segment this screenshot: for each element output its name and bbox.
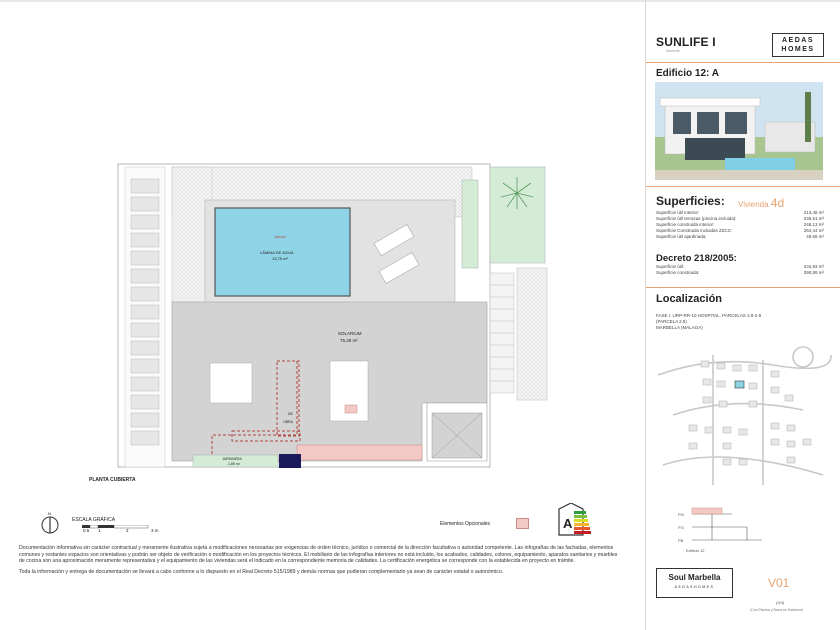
optional-elements-label: Elementos Opcionales: [440, 521, 491, 527]
building-section: [672, 500, 782, 555]
solarium-label: SOLARIUM: [338, 331, 362, 336]
row-value: 235,51 m²: [803, 216, 824, 221]
project-location: Marbella: [666, 49, 680, 53]
optional-elements-swatch: [516, 518, 529, 529]
row-value: 213,48 m²: [803, 210, 824, 215]
soul-logo-line: Soul Marbella: [668, 573, 721, 582]
top-rule: [0, 0, 840, 2]
dwelling-type: [738, 196, 784, 210]
aedas-logo: [772, 33, 824, 57]
storage-sub: OBRA: [283, 420, 293, 424]
surface-row: [656, 234, 824, 240]
location-text: [656, 313, 826, 331]
scale-tick: 2: [126, 528, 129, 533]
pool-jacuzzi-label: Jacuzzi: [274, 235, 286, 239]
page-number: (3/3): [776, 600, 785, 605]
pool-area: 13,75 m²: [272, 256, 288, 261]
disclaimer-paragraph: Toda la información y entrega de documentación se llevará a cabo conforme a lo dispuesto en el Real Decreto 515/1989 y demás normas que pudieran complementarlo ya sean de carácter estatal o autonómico.: [19, 568, 504, 575]
accent-rule: [646, 62, 840, 63]
pergola-slats: [131, 179, 159, 445]
dwelling-label: Vivienda: [738, 200, 769, 209]
north-arrow-icon: [40, 511, 60, 537]
surface-list: [656, 210, 824, 240]
optional-bar: [297, 445, 422, 460]
energy-letter: A: [563, 516, 573, 531]
staircase: [490, 273, 514, 393]
section-caption: Edificio 12: [686, 548, 705, 553]
dwelling-value: 4d: [770, 196, 785, 210]
scale-title: ESCALA GRÁFICA: [72, 517, 116, 523]
row-value: 264,44 m²: [803, 228, 824, 233]
version-label: V01: [768, 576, 790, 590]
pool-label: LÁMINA DE AGUA: [260, 250, 294, 255]
section-level: P.B: [678, 512, 684, 517]
decreto-list: [656, 264, 824, 276]
logo-line: HOMES: [781, 46, 815, 53]
skylight: [210, 363, 252, 403]
site-map: [653, 335, 833, 495]
accent-rule: [646, 186, 840, 187]
row-value: 290,89 m²: [803, 270, 824, 275]
location-line: (PARCELA 2.8): [656, 319, 687, 324]
row-value: 234,83 m²: [803, 264, 824, 269]
soul-marbella-logo: [656, 568, 733, 598]
decreto-title: Decreto 218/2005:: [656, 253, 737, 264]
soul-logo-line: AEDASHOMES: [674, 585, 715, 589]
shaft: [279, 454, 301, 468]
row-label: Superficie útil terrazas (piscina incluida):: [656, 216, 737, 221]
scale-tick: 1: [98, 528, 101, 533]
row-label: Superficie útil ajardinada:: [656, 234, 707, 239]
floor-title: PLANTA CUBIERTA: [89, 477, 136, 483]
planter-label: JARDINERA: [222, 457, 242, 461]
building-render: [655, 82, 823, 180]
page-note: (Con Piscina y Barra en Solarium): [750, 608, 803, 612]
north-label: N: [48, 511, 51, 516]
roof-floor-plan: [117, 163, 552, 481]
section-level: P.S: [678, 525, 684, 530]
row-label: Superficie construida interior:: [656, 222, 715, 227]
scale-tick: 3 m: [151, 528, 159, 533]
logo-line: AEDAS: [781, 37, 814, 44]
row-label: Superficie Construida incluidas ZZCC:: [656, 228, 733, 233]
accent-rule: [646, 287, 840, 288]
project-title: SUNLIFE I: [656, 35, 716, 49]
decreto-row: [656, 270, 824, 276]
section-level: PB: [678, 538, 684, 543]
disclaimer: [19, 545, 619, 579]
row-label: Superficie útil:: [656, 264, 685, 269]
row-value: 49,68 m²: [806, 234, 824, 239]
location-marker: [735, 381, 744, 388]
location-line: MARBELLA (MÁLAGA): [656, 325, 703, 330]
row-label: Superficie construida:: [656, 270, 700, 275]
energy-rating-icon: [557, 503, 593, 536]
location-line: FASE I. URP-RR-10 HOSPITAL. PARCELAS 2.8-2.9: [656, 313, 762, 318]
row-label: Superficie útil interior:: [656, 210, 700, 215]
graphic-scale: [82, 525, 152, 535]
disclaimer-paragraph: Documentación informativa sin carácter contractual y meramente ilustrativa sujeta a modificaciones necesarias por exigencias de orden técnico, jurídico o comercial de la dirección facultativa o autoridad competente. Las infografías de las fachadas, elementos comunes y restantes espacios son orientativas y podrán ser objeto de verificación o modificación en los proyectos técnicos. El mobiliario de las infografías interiores no está incluido, los acabados, calidades, colores, equipamiento, aparatos sanitarios y muebles de cocina son una aproximación meramente representativa y el equipamiento de las viviendas será el indicado en la correspondiente memoria de calidades. La certificación energética se corresponde con la establecida en proyecto en trámite.: [19, 545, 618, 565]
superficies-title: Superficies:: [656, 194, 725, 208]
location-title: Localización: [656, 293, 723, 305]
panel-divider: [645, 0, 646, 630]
scale-tick: 0.5: [83, 528, 90, 533]
row-value: 248,13 m²: [803, 222, 824, 227]
solarium-area: 75,28 m²: [340, 338, 358, 343]
garden-area: [490, 167, 545, 263]
storage-label: DE: [288, 412, 293, 416]
building-title: Edificio 12: A: [656, 68, 719, 79]
planter-area: 1,85 m²: [228, 462, 240, 466]
